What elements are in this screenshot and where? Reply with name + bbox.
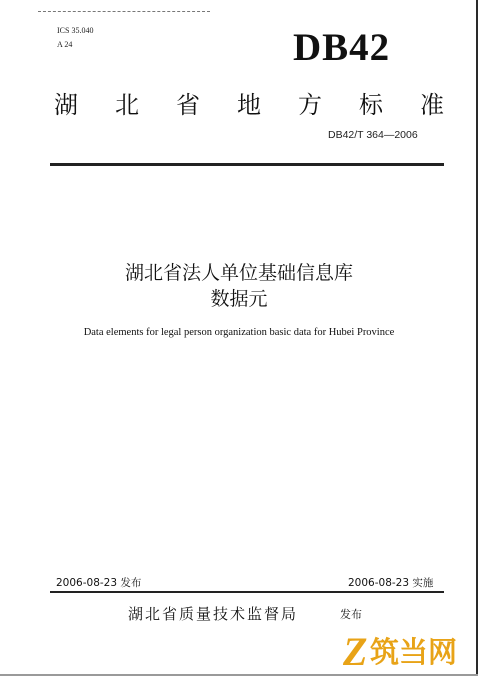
issuing-authority: 湖北省质量技术监督局 [128,605,299,623]
standard-category-char: 方 [298,91,322,119]
standard-category-char: 北 [115,91,139,119]
standard-number: DB42/T 364—2006 [328,129,418,141]
top-dashed-rule [38,11,210,12]
title-chinese-line-1: 湖北省法人单位基础信息库 [124,262,353,284]
standard-category-char: 准 [420,91,444,119]
title-chinese-line-2: 数据元 [210,288,268,310]
footer-rule [50,591,444,593]
standard-category-char: 地 [237,91,261,119]
standard-category [54,85,444,120]
standard-code: DB42 [293,26,391,69]
ics-code: ICS 35.040 [57,26,94,35]
header-rule [50,163,444,166]
watermark-text: 筑当网 [370,635,458,669]
issue-date: 2006-08-23 发布 [56,577,142,589]
watermark-letter: Z [343,631,368,671]
classification-code: A 24 [57,40,73,49]
standard-category-char: 省 [176,91,200,119]
title-english: Data elements for legal person organization basic data for Hubei Province [83,327,395,338]
watermark-logo [342,631,476,671]
implementation-date: 2006-08-23 实施 [348,577,434,589]
issuer-suffix: 发布 [340,608,362,621]
standard-category-char: 标 [359,91,383,119]
standard-category-char: 湖 [54,91,78,119]
